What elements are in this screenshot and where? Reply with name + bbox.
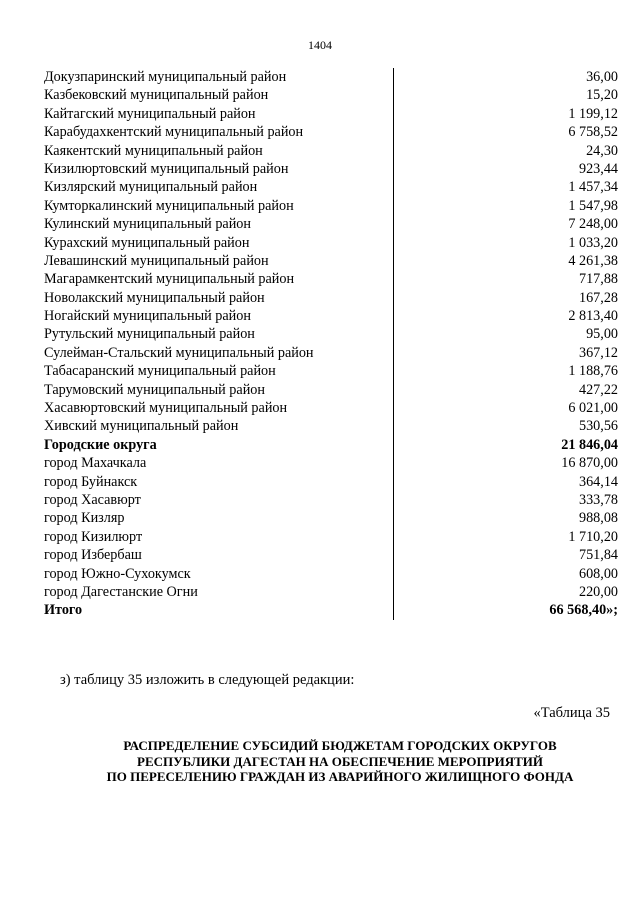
row-value: 15,20: [586, 87, 618, 104]
row-name: Магарамкентский муниципальный район: [44, 271, 295, 288]
row-value: 1 547,98: [568, 197, 618, 214]
row-name: Каякентский муниципальный район: [44, 142, 263, 159]
row-name: Ногайский муниципальный район: [44, 308, 251, 325]
table-row: [44, 270, 618, 288]
row-name: Докузпаринский муниципальный район: [44, 69, 287, 85]
row-value: 427,22: [578, 381, 618, 398]
row-value: 1 199,12: [568, 105, 618, 122]
row-value: 333,78: [578, 491, 618, 508]
row-name: Рутульский муниципальный район: [44, 326, 255, 343]
row-value: 4 261,38: [568, 252, 618, 269]
row-name: Курахский муниципальный район: [44, 234, 250, 251]
table-row: [44, 325, 618, 343]
table-row: [44, 215, 618, 233]
row-value: 220,00: [578, 583, 618, 600]
row-name: город Буйнакск: [44, 473, 138, 490]
row-value: 6 758,52: [568, 124, 618, 141]
row-name: Городские округа: [44, 436, 157, 453]
table-row: [44, 528, 618, 546]
row-value: 36,00: [586, 69, 618, 85]
subsidy-table: [44, 68, 618, 620]
row-name: Казбековский муниципальный район: [44, 87, 269, 104]
row-name: город Махачкала: [44, 455, 147, 472]
table-row: [44, 142, 618, 160]
column-divider: [393, 68, 394, 620]
table-heading: [0, 738, 640, 785]
table-row: [44, 105, 618, 123]
table-row: [44, 178, 618, 196]
row-value: 21 846,04: [561, 436, 618, 453]
instruction-text: з) таблицу 35 изложить в следующей редакции:: [60, 672, 355, 688]
table-row: [44, 565, 618, 583]
row-value: 24,30: [586, 142, 618, 159]
row-value: 66 568,40»;: [549, 602, 618, 619]
row-name: Кизилюртовский муниципальный район: [44, 160, 289, 177]
row-value: 364,14: [578, 473, 618, 490]
table-row: [44, 473, 618, 491]
heading-line: ПО ПЕРЕСЕЛЕНИЮ ГРАЖДАН ИЗ АВАРИЙНОГО ЖИЛИЩНОГО ФОНДА: [106, 769, 574, 784]
row-name: Табасаранский муниципальный район: [44, 363, 276, 380]
table-row: [44, 583, 618, 601]
row-name: Тарумовский муниципальный район: [44, 381, 265, 398]
row-name: город Южно-Сухокумск: [44, 565, 191, 582]
table-row: [44, 399, 618, 417]
heading-line: РАСПРЕДЕЛЕНИЕ СУБСИДИЙ БЮДЖЕТАМ ГОРОДСКИХ ОКРУГОВ: [123, 738, 557, 753]
heading-line: РЕСПУБЛИКИ ДАГЕСТАН НА ОБЕСПЕЧЕНИЕ МЕРОПРИЯТИЙ: [137, 753, 543, 769]
table-row: [44, 362, 618, 380]
row-name: город Кизляр: [44, 510, 125, 527]
row-value: 95,00: [586, 326, 618, 343]
row-name: Хасавюртовский муниципальный район: [44, 400, 288, 417]
table-row: [44, 289, 618, 307]
row-value: 1 457,34: [568, 179, 618, 196]
row-name: город Хасавюрт: [44, 491, 141, 508]
table-row: [44, 454, 618, 472]
row-value: 167,28: [578, 289, 618, 306]
table-rows: [44, 68, 618, 620]
table-row: [44, 197, 618, 215]
row-name: Кулинский муниципальный район: [44, 216, 251, 233]
row-name: Итого: [44, 602, 83, 619]
row-name: Сулейман-Стальский муниципальный район: [44, 344, 314, 361]
table-label: «Таблица 35: [533, 705, 610, 721]
row-value: 367,12: [578, 344, 618, 361]
table-row: [44, 123, 618, 141]
row-name: Карабудахкентский муниципальный район: [44, 124, 304, 141]
table-row: [44, 381, 618, 399]
row-value: 1 188,76: [568, 363, 618, 380]
row-value: 751,84: [578, 547, 618, 564]
row-value: 988,08: [578, 510, 618, 527]
table-row: [44, 307, 618, 325]
row-value: 1 033,20: [568, 234, 618, 251]
table-row: [44, 601, 618, 619]
row-value: 1 710,20: [568, 528, 618, 545]
row-value: 7 248,00: [568, 216, 618, 233]
row-name: Левашинский муниципальный район: [44, 252, 269, 269]
table-row: [44, 86, 618, 104]
table-row: [44, 417, 618, 435]
table-row: [44, 344, 618, 362]
row-value: 717,88: [578, 271, 618, 288]
row-name: Хивский муниципальный район: [44, 418, 239, 435]
row-value: 530,56: [578, 418, 618, 435]
table-row: [44, 252, 618, 270]
row-name: Кайтагский муниципальный район: [44, 105, 256, 122]
table-row: [44, 509, 618, 527]
table-row: [44, 546, 618, 564]
row-name: Кумторкалинский муниципальный район: [44, 197, 294, 214]
table-row: [44, 234, 618, 252]
row-value: 16 870,00: [561, 455, 618, 472]
row-value: 6 021,00: [568, 400, 618, 417]
row-value: 2 813,40: [568, 308, 618, 325]
row-name: Новолакский муниципальный район: [44, 289, 265, 306]
row-value: 923,44: [578, 160, 618, 177]
row-value: 608,00: [578, 565, 618, 582]
page-number: 1404: [308, 38, 332, 52]
row-name: город Избербаш: [44, 547, 142, 564]
row-name: город Кизилюрт: [44, 528, 143, 545]
table-row: [44, 436, 618, 454]
table-row: [44, 68, 618, 86]
row-name: Кизлярский муниципальный район: [44, 179, 258, 196]
table-row: [44, 160, 618, 178]
row-name: город Дагестанские Огни: [44, 583, 198, 600]
table-row: [44, 491, 618, 509]
